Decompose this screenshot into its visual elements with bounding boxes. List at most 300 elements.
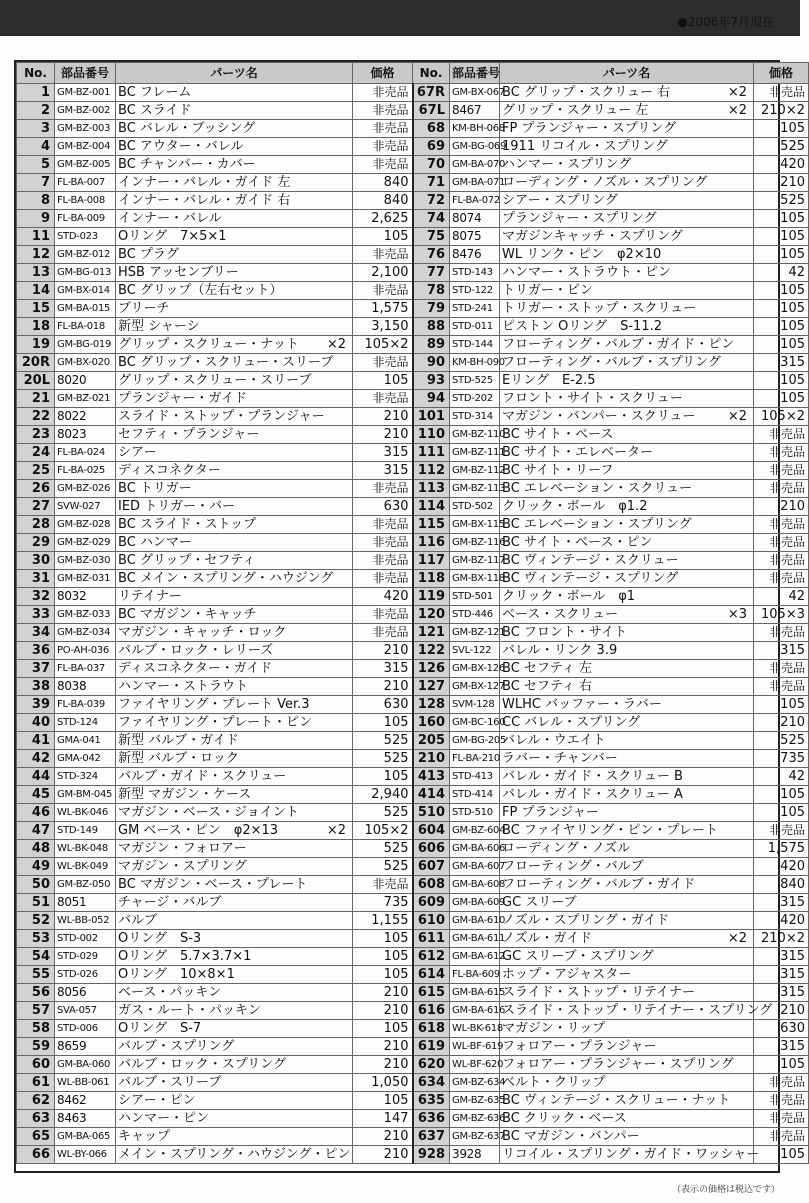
part-number: STD-241	[450, 300, 500, 318]
part-name	[500, 282, 754, 300]
part-name	[500, 534, 754, 552]
parts-table-frame	[14, 60, 805, 1173]
part-name-text: BC マガジン・キャッチ	[118, 607, 257, 622]
part-name	[500, 768, 754, 786]
part-number: GM-BZ-029	[55, 534, 116, 552]
part-name-text: GC スリーブ	[502, 895, 577, 910]
price: 非売品	[353, 102, 413, 120]
price: 315	[754, 894, 809, 912]
part-name	[116, 138, 353, 156]
price: 315	[754, 948, 809, 966]
part-name	[116, 552, 353, 570]
part-name-text: WLHC バッファー・ラバー	[502, 697, 662, 712]
part-name	[500, 210, 754, 228]
tax-note: （表示の価格は税込です）	[671, 1185, 780, 1195]
price: 735	[754, 750, 809, 768]
part-number: FL-BA-072	[450, 192, 500, 210]
table-row	[17, 282, 809, 300]
part-name	[116, 120, 353, 138]
table-row	[17, 156, 809, 174]
table-row	[17, 948, 809, 966]
part-name	[116, 606, 353, 624]
part-number: GM-BZ-030	[55, 552, 116, 570]
price: 525	[353, 840, 413, 858]
table-row	[17, 552, 809, 570]
price: 105	[353, 1092, 413, 1110]
part-name	[500, 372, 754, 390]
part-name-text: フローティング・バルブ	[502, 859, 644, 874]
part-number: STD-510	[450, 804, 500, 822]
header-part-name: パーツ名	[116, 63, 353, 84]
price: 1,050	[353, 1074, 413, 1092]
item-number: 48	[17, 840, 55, 858]
part-name-text: Oリング 5.7×3.7×1	[118, 949, 252, 964]
part-name-text: フローティング・バルブ・ガイド・ピン	[502, 337, 735, 352]
part-name	[500, 552, 754, 570]
table-row	[17, 264, 809, 282]
part-number: STD-026	[55, 966, 116, 984]
part-name-text: バレル・リンク 3.9	[502, 643, 618, 658]
price: 非売品	[353, 246, 413, 264]
part-name	[500, 822, 754, 840]
table-row	[17, 192, 809, 210]
price: 105	[353, 1020, 413, 1038]
item-number: 119	[413, 588, 450, 606]
part-name	[116, 966, 353, 984]
part-name-text: プランジャー・スプリング	[502, 211, 657, 226]
part-name-text: シアー・ピン	[118, 1093, 196, 1108]
part-name-text: ローディング・ノズル・スプリング	[502, 175, 708, 190]
part-name	[500, 1128, 754, 1146]
table-row	[17, 624, 809, 642]
price: 非売品	[754, 552, 809, 570]
price: 2,100	[353, 264, 413, 282]
table-row	[17, 462, 809, 480]
price: 2,625	[353, 210, 413, 228]
part-name	[116, 354, 353, 372]
price: 105×2	[353, 336, 413, 354]
part-name-text: BC グリップ・スクリュー・スリーブ	[118, 355, 334, 370]
price: 147	[353, 1110, 413, 1128]
part-number: GM-BZ-604	[450, 822, 500, 840]
part-name-text: バルブ・ロック・スプリング	[118, 1057, 286, 1072]
part-name	[500, 318, 754, 336]
table-row	[17, 1074, 809, 1092]
part-name	[500, 390, 754, 408]
part-name	[500, 948, 754, 966]
part-number: GM-BZ-012	[55, 246, 116, 264]
item-number: 611	[413, 930, 450, 948]
price: 210	[754, 498, 809, 516]
part-name-text: 1911 リコイル・スプリング	[502, 139, 668, 154]
item-number: 634	[413, 1074, 450, 1092]
price: 210	[353, 1002, 413, 1020]
part-name	[116, 84, 353, 102]
table-row	[17, 1146, 809, 1164]
item-number: 63	[17, 1110, 55, 1128]
part-name-text: ハンマー・スプリング	[502, 157, 632, 172]
part-number: KM-BH-068	[450, 120, 500, 138]
part-name-text: バレル・ガイド・スクリュー B	[502, 769, 683, 784]
price: 非売品	[754, 570, 809, 588]
price: 105	[754, 300, 809, 318]
item-number: 66	[17, 1146, 55, 1164]
part-number: GM-BZ-034	[55, 624, 116, 642]
price: 非売品	[353, 156, 413, 174]
part-name-text: バルブ・ロック・レリーズ	[118, 643, 274, 658]
price: 105	[754, 120, 809, 138]
item-number: 75	[413, 228, 450, 246]
part-number: 8022	[55, 408, 116, 426]
part-number: GM-BZ-121	[450, 624, 500, 642]
table-row	[17, 1110, 809, 1128]
table-row	[17, 210, 809, 228]
part-name	[116, 732, 353, 750]
part-number: GM-BA-070	[450, 156, 500, 174]
part-name-text: BC サイト・ベース	[502, 427, 614, 442]
item-number: 93	[413, 372, 450, 390]
price: 105	[754, 282, 809, 300]
item-number: 77	[413, 264, 450, 282]
part-number: GMA-042	[55, 750, 116, 768]
part-name-text: FP プランジャー・スプリング	[502, 121, 677, 136]
table-row	[17, 228, 809, 246]
part-name-text: インナー・バレル・ガイド 右	[118, 193, 291, 208]
part-name	[500, 984, 754, 1002]
part-number: GM-BA-015	[55, 300, 116, 318]
part-name	[500, 876, 754, 894]
part-name-text: フォロアー・プランジャー	[502, 1039, 657, 1054]
part-name	[116, 336, 353, 354]
part-number: KM-BH-090	[450, 354, 500, 372]
quantity-label: ×3	[727, 607, 747, 622]
part-name	[116, 930, 353, 948]
part-number: FL-BA-039	[55, 696, 116, 714]
part-name-text: BC クリック・ベース	[502, 1111, 627, 1126]
part-name	[116, 1110, 353, 1128]
table-row	[17, 300, 809, 318]
part-name	[116, 246, 353, 264]
part-name	[116, 696, 353, 714]
price: 105	[353, 930, 413, 948]
table-row	[17, 1128, 809, 1146]
part-name	[500, 966, 754, 984]
part-name	[500, 678, 754, 696]
part-name-text: GC スリーブ・スプリング	[502, 949, 654, 964]
item-number: 28	[17, 516, 55, 534]
price: 3,150	[353, 318, 413, 336]
item-number: 15	[17, 300, 55, 318]
item-number: 20L	[17, 372, 55, 390]
item-number: 67L	[413, 102, 450, 120]
table-row	[17, 1056, 809, 1074]
part-name-text: マガジン・ベース・ジョイント	[118, 805, 299, 820]
price: 525	[754, 732, 809, 750]
item-number: 42	[17, 750, 55, 768]
item-number: 55	[17, 966, 55, 984]
part-number: GM-BA-610	[450, 912, 500, 930]
part-name-text: フォロアー・プランジャー・スプリング	[502, 1057, 734, 1072]
item-number: 510	[413, 804, 450, 822]
part-name-text: BC アウター・バレル	[118, 139, 244, 154]
part-number: GM-BZ-116	[450, 534, 500, 552]
part-name	[116, 678, 353, 696]
part-number: GM-BM-045	[55, 786, 116, 804]
part-number: SVL-122	[450, 642, 500, 660]
part-number: STD-144	[450, 336, 500, 354]
part-number: GM-BX-014	[55, 282, 116, 300]
quantity-label: ×2	[326, 823, 346, 838]
part-name	[500, 498, 754, 516]
header-no: No.	[17, 63, 55, 84]
part-name	[116, 516, 353, 534]
part-name	[116, 1002, 353, 1020]
part-name	[116, 1020, 353, 1038]
item-number: 72	[413, 192, 450, 210]
price: 630	[353, 498, 413, 516]
part-number: GM-BZ-110	[450, 426, 500, 444]
part-name	[500, 156, 754, 174]
table-row	[17, 480, 809, 498]
part-number: STD-314	[450, 408, 500, 426]
price: 210	[353, 984, 413, 1002]
part-name-text: BC ヴィンテージ・スクリュー・ナット	[502, 1093, 731, 1108]
part-number: GM-BZ-113	[450, 480, 500, 498]
item-number: 9	[17, 210, 55, 228]
item-number: 34	[17, 624, 55, 642]
quantity-label: ×2	[326, 337, 346, 352]
part-name-text: BC フロント・サイト	[502, 625, 627, 640]
item-number: 612	[413, 948, 450, 966]
part-name-text: リテイナー	[118, 589, 182, 604]
price: 105	[754, 1146, 809, 1164]
part-name-text: BC サイト・エレベーター	[502, 445, 653, 460]
part-name	[116, 264, 353, 282]
price: 630	[353, 696, 413, 714]
part-name	[500, 930, 754, 948]
item-number: 210	[413, 750, 450, 768]
part-name-text: BC グリップ・セフティ	[118, 553, 256, 568]
part-name	[116, 750, 353, 768]
part-name-text: フローティング・バルブ・スプリング	[502, 355, 721, 370]
part-number: 8051	[55, 894, 116, 912]
part-number: STD-446	[450, 606, 500, 624]
item-number: 74	[413, 210, 450, 228]
table-row	[17, 822, 809, 840]
part-name-text: BC サイト・ベース・ピン	[502, 535, 653, 550]
part-number: GM-BA-609	[450, 894, 500, 912]
price: 105	[353, 768, 413, 786]
part-name	[116, 588, 353, 606]
price: 105	[754, 1056, 809, 1074]
part-name-text: BC ファイヤリング・ピン・プレート	[502, 823, 718, 838]
part-number: GM-BX-067	[450, 84, 500, 102]
part-name	[116, 840, 353, 858]
part-name-text: 新型 バルブ・ガイド	[118, 733, 239, 748]
item-number: 118	[413, 570, 450, 588]
price: 315	[353, 660, 413, 678]
item-number: 53	[17, 930, 55, 948]
part-number: GM-BA-616	[450, 1002, 500, 1020]
price: 525	[754, 138, 809, 156]
part-name-text: 新型 マガジン・ケース	[118, 787, 252, 802]
item-number: 52	[17, 912, 55, 930]
part-name-text: プランジャー・ガイド	[118, 391, 248, 406]
part-name	[500, 408, 754, 426]
part-name-text: ファイヤリング・プレート・ピン	[118, 715, 312, 730]
part-name-text: ラバー・チャンバー	[502, 751, 618, 766]
part-name	[500, 264, 754, 282]
part-name-text: 新型 シャーシ	[118, 319, 200, 334]
part-number: STD-029	[55, 948, 116, 966]
item-number: 23	[17, 426, 55, 444]
table-row	[17, 534, 809, 552]
table-row	[17, 246, 809, 264]
part-name	[500, 1020, 754, 1038]
table-row	[17, 444, 809, 462]
part-number: GM-BX-118	[450, 570, 500, 588]
part-name-text: ベース・スクリュー	[502, 607, 618, 622]
part-name	[116, 1146, 353, 1164]
item-number: 40	[17, 714, 55, 732]
price: 非売品	[754, 1110, 809, 1128]
part-name-text: BC バレル・ブッシング	[118, 121, 256, 136]
part-name	[500, 858, 754, 876]
item-number: 115	[413, 516, 450, 534]
part-name-text: ハンマー・ピン	[118, 1111, 210, 1126]
part-number: 8659	[55, 1038, 116, 1056]
part-name-text: スライド・ストップ・リテイナー・スプリング	[502, 1003, 773, 1018]
item-number: 607	[413, 858, 450, 876]
part-name-text: メイン・スプリング・ハウジング・ピン	[118, 1147, 351, 1162]
part-name	[500, 1056, 754, 1074]
item-number: 20R	[17, 354, 55, 372]
item-number: 90	[413, 354, 450, 372]
price: 非売品	[754, 1128, 809, 1146]
price: 1,575	[353, 300, 413, 318]
price: 非売品	[353, 84, 413, 102]
table-row	[17, 570, 809, 588]
part-name	[116, 714, 353, 732]
parts-table	[16, 62, 809, 1164]
item-number: 62	[17, 1092, 55, 1110]
part-name-text: フローティング・バルブ・ガイド	[502, 877, 696, 892]
table-row	[17, 138, 809, 156]
price: 非売品	[353, 282, 413, 300]
table-row	[17, 912, 809, 930]
item-number: 68	[413, 120, 450, 138]
table-row	[17, 642, 809, 660]
price: 210	[353, 1038, 413, 1056]
table-row	[17, 606, 809, 624]
item-number: 112	[413, 462, 450, 480]
price: 非売品	[353, 516, 413, 534]
part-name	[116, 462, 353, 480]
part-number: 8074	[450, 210, 500, 228]
quantity-label: ×2	[727, 103, 747, 118]
part-name	[500, 1110, 754, 1128]
price: 105	[353, 372, 413, 390]
part-name-text: BC セフティ 左	[502, 661, 592, 676]
part-name-text: WL リンク・ピン φ2×10	[502, 247, 662, 262]
part-name-text: マガジン・キャッチ・ロック	[118, 625, 287, 640]
price: 315	[754, 1038, 809, 1056]
item-number: 606	[413, 840, 450, 858]
item-number: 14	[17, 282, 55, 300]
table-row	[17, 174, 809, 192]
table-row	[17, 804, 809, 822]
price: 210	[353, 1128, 413, 1146]
header-part-number: 部品番号	[450, 63, 500, 84]
part-number: SVW-027	[55, 498, 116, 516]
part-number: GM-BA-611	[450, 930, 500, 948]
price: 840	[353, 192, 413, 210]
part-name	[500, 606, 754, 624]
part-name	[116, 192, 353, 210]
part-number: WL-BK-046	[55, 804, 116, 822]
part-number: GM-BX-126	[450, 660, 500, 678]
item-number: 121	[413, 624, 450, 642]
part-number: GM-BA-615	[450, 984, 500, 1002]
table-row	[17, 894, 809, 912]
table-row	[17, 714, 809, 732]
part-name-text: バレル・ウエイト	[502, 733, 606, 748]
date-label: ●2006年7月現在	[677, 15, 774, 29]
price: 非売品	[754, 822, 809, 840]
table-row	[17, 1020, 809, 1038]
part-number: GM-BZ-050	[55, 876, 116, 894]
price: 非売品	[353, 534, 413, 552]
table-row	[17, 516, 809, 534]
part-name-text: BC フレーム	[118, 85, 192, 100]
price: 105	[754, 210, 809, 228]
part-name-text: CC バレル・スプリング	[502, 715, 641, 730]
part-number: GM-BA-060	[55, 1056, 116, 1074]
price: 525	[353, 750, 413, 768]
price: 非売品	[754, 624, 809, 642]
header-price: 価格	[754, 63, 809, 84]
part-number: WL-BK-048	[55, 840, 116, 858]
item-number: 126	[413, 660, 450, 678]
part-number: STD-023	[55, 228, 116, 246]
price: 非売品	[353, 876, 413, 894]
part-name	[500, 1038, 754, 1056]
price: 非売品	[754, 1074, 809, 1092]
item-number: 60	[17, 1056, 55, 1074]
item-number: 609	[413, 894, 450, 912]
part-name	[500, 192, 754, 210]
header-price: 価格	[353, 63, 413, 84]
item-number: 120	[413, 606, 450, 624]
part-name-text: フロント・サイト・スクリュー	[502, 391, 683, 406]
part-name	[500, 246, 754, 264]
item-number: 11	[17, 228, 55, 246]
item-number: 122	[413, 642, 450, 660]
price: 非売品	[754, 534, 809, 552]
part-name	[116, 156, 353, 174]
part-name	[116, 876, 353, 894]
part-number: STD-143	[450, 264, 500, 282]
part-number: GM-BZ-635	[450, 1092, 500, 1110]
part-name-text: BC メイン・スプリング・ハウジング	[118, 571, 334, 586]
item-number: 58	[17, 1020, 55, 1038]
table-row	[17, 966, 809, 984]
part-name-text: リコイル・スプリング・ガイド・ワッシャー	[502, 1147, 760, 1162]
item-number: 111	[413, 444, 450, 462]
part-number: FL-BA-018	[55, 318, 116, 336]
part-name	[500, 912, 754, 930]
part-name	[116, 858, 353, 876]
